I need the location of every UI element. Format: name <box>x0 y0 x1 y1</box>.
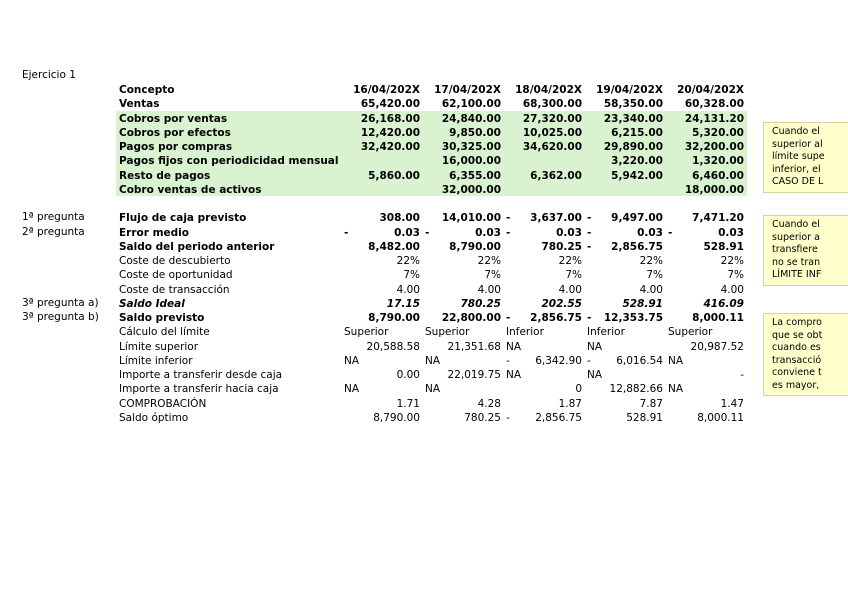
cell-value: 1.71 <box>396 397 420 410</box>
row-concept: Cobro ventas de activos <box>119 183 262 196</box>
value-cell[interactable] <box>344 140 420 154</box>
value-cell[interactable] <box>668 311 744 325</box>
cell-value: 2,856.75 <box>611 240 663 253</box>
note-line: no se tran <box>772 256 821 268</box>
cell-prefix: - <box>668 226 673 239</box>
row-concept: Saldo del periodo anterior <box>119 240 275 253</box>
cell-value: 6,460.00 <box>692 169 744 182</box>
note-line: La compro <box>772 317 822 328</box>
value-cell[interactable] <box>425 140 501 154</box>
value-cell[interactable] <box>587 268 663 282</box>
cell-prefix: - <box>587 312 592 324</box>
cell-prefix: NA <box>587 340 603 353</box>
value-cell[interactable] <box>668 183 744 197</box>
cell-value: 3,220.00 <box>611 155 663 168</box>
value-cell[interactable] <box>668 211 744 225</box>
cell-value: 0.00 <box>396 369 420 381</box>
value-cell[interactable] <box>425 411 501 425</box>
value-cell[interactable] <box>425 226 501 240</box>
row-concept: Error medio <box>119 226 189 239</box>
cell-value: 10,025.00 <box>522 126 582 139</box>
value-cell[interactable] <box>344 397 420 411</box>
value-cell[interactable] <box>425 325 501 339</box>
cell-value: 0 <box>575 383 582 396</box>
row-concept: Flujo de caja previsto <box>119 212 247 225</box>
value-cell[interactable] <box>344 354 420 368</box>
cell-prefix: - <box>587 212 592 225</box>
cell-value: 5,942.00 <box>611 169 663 182</box>
value-cell[interactable] <box>668 340 744 354</box>
row-concept: Pagos por compras <box>119 141 233 153</box>
cell-value: 22,019.75 <box>447 369 501 381</box>
cell-prefix: - <box>587 354 591 367</box>
value-cell[interactable] <box>506 112 582 126</box>
value-cell[interactable] <box>425 154 501 168</box>
value-cell[interactable] <box>425 397 501 411</box>
value-cell[interactable] <box>506 126 582 140</box>
value-cell[interactable] <box>344 226 420 240</box>
comment-note[interactable] <box>763 215 848 286</box>
cell-value: 27,320.00 <box>522 112 582 125</box>
value-cell[interactable] <box>587 169 663 183</box>
value-cell[interactable] <box>587 354 663 368</box>
value-cell[interactable] <box>587 140 663 154</box>
cell-value: 7% <box>484 269 501 282</box>
cell-value: 8,790.00 <box>373 411 420 424</box>
cell-value: 3,637.00 <box>530 212 582 225</box>
cell-value: 6,362.00 <box>530 169 582 182</box>
cell-prefix: Inferior <box>506 326 544 339</box>
value-cell[interactable] <box>668 126 744 140</box>
value-cell[interactable] <box>587 240 663 254</box>
cell-value: 8,000.11 <box>692 312 744 324</box>
cell-prefix: NA <box>506 340 522 353</box>
value-cell[interactable] <box>344 211 420 225</box>
value-cell[interactable] <box>425 382 501 396</box>
value-cell[interactable] <box>506 397 582 411</box>
cell-value: 4.00 <box>477 283 501 296</box>
cell-value: 24,840.00 <box>441 112 501 125</box>
cell-value: 21,351.68 <box>447 340 501 353</box>
cell-prefix: - <box>425 226 430 239</box>
value-cell[interactable] <box>587 283 663 297</box>
sheet-title: Ejercicio 1 <box>22 69 76 81</box>
cell-value: 2,856.75 <box>530 312 582 324</box>
value-cell[interactable] <box>668 354 744 368</box>
value-cell[interactable] <box>506 211 582 225</box>
header-concept: Concepto <box>119 84 175 96</box>
row-concept: Cobros por efectos <box>119 126 231 139</box>
note-line: cuando es <box>772 342 821 353</box>
note-line: Cuando el <box>772 219 820 230</box>
value-cell[interactable] <box>668 325 744 339</box>
value-cell[interactable] <box>506 283 582 297</box>
cell-value: 780.25 <box>464 411 501 424</box>
cell-value: 7,471.20 <box>692 212 744 225</box>
row-concept: Cálculo del límite <box>119 326 210 339</box>
cell-value: 62,100.00 <box>441 98 501 111</box>
value-cell[interactable] <box>668 297 744 311</box>
cell-prefix: Superior <box>425 326 470 339</box>
cell-value: 8,790.00 <box>449 240 501 253</box>
row-concept: Pagos fijos con periodicidad mensual <box>119 155 339 168</box>
cell-value: 0.03 <box>556 226 582 239</box>
cell-value: - <box>740 369 744 381</box>
cell-prefix: - <box>506 411 510 424</box>
cell-value: 68,300.00 <box>522 98 582 111</box>
cell-value: 32,420.00 <box>360 141 420 153</box>
header-date: 18/04/202X <box>515 84 582 96</box>
note-line: CASO DE L <box>772 176 824 187</box>
value-cell[interactable] <box>425 126 501 140</box>
cell-value: 24,131.20 <box>684 112 744 125</box>
cell-value: 12,882.66 <box>609 383 663 396</box>
cell-value: 16,000.00 <box>441 155 501 168</box>
cell-value: 5,320.00 <box>692 126 744 139</box>
cell-value: 1.47 <box>720 397 744 410</box>
cell-prefix: - <box>506 226 511 239</box>
value-cell[interactable] <box>425 169 501 183</box>
cell-value: 58,350.00 <box>603 98 663 111</box>
note-line: transfiere <box>772 244 818 255</box>
value-cell[interactable] <box>668 226 744 240</box>
value-cell[interactable] <box>668 368 744 382</box>
row-concept: Saldo previsto <box>119 312 205 324</box>
value-cell[interactable] <box>668 397 744 411</box>
value-cell[interactable] <box>587 311 663 325</box>
cell-value: 6,355.00 <box>449 169 501 182</box>
comment-note[interactable] <box>763 122 848 193</box>
value-cell[interactable] <box>668 140 744 154</box>
value-cell[interactable] <box>344 297 420 311</box>
note-line: transacció <box>772 354 822 366</box>
cell-value: 26,168.00 <box>360 112 420 125</box>
cell-value: 416.09 <box>703 297 744 310</box>
value-cell[interactable] <box>506 268 582 282</box>
value-cell[interactable] <box>587 411 663 425</box>
cell-value: 22% <box>477 255 501 267</box>
cell-value: 9,850.00 <box>449 126 501 139</box>
cell-value: 780.25 <box>541 240 582 253</box>
cell-value: 22,800.00 <box>441 312 501 324</box>
cell-value: 22% <box>720 255 744 267</box>
cell-value: 202.55 <box>541 297 582 310</box>
row-concept: Límite inferior <box>119 354 193 367</box>
value-cell[interactable] <box>506 297 582 311</box>
cell-value: 4.00 <box>720 283 744 296</box>
value-cell[interactable] <box>587 325 663 339</box>
cell-value: 14,010.00 <box>441 212 501 225</box>
cell-value: 4.28 <box>477 397 501 410</box>
cell-prefix: - <box>344 226 349 239</box>
row-concept: Importe a transferir desde caja <box>119 369 283 381</box>
cell-value: 6,016.54 <box>616 354 663 367</box>
value-cell[interactable] <box>425 354 501 368</box>
cell-value: 34,620.00 <box>522 141 582 153</box>
header-date: 19/04/202X <box>596 84 663 96</box>
note-line: LÍMITE INF <box>772 269 822 280</box>
value-cell[interactable] <box>668 112 744 126</box>
value-cell[interactable] <box>587 97 663 111</box>
value-cell[interactable] <box>425 183 501 197</box>
value-cell[interactable] <box>425 268 501 282</box>
value-cell[interactable] <box>587 154 663 168</box>
value-cell[interactable] <box>425 97 501 111</box>
value-cell[interactable] <box>668 97 744 111</box>
cell-value: 65,420.00 <box>360 98 420 111</box>
cell-value: 32,200.00 <box>684 141 744 153</box>
value-cell[interactable] <box>506 411 582 425</box>
cell-value: 7% <box>403 269 420 282</box>
row-concept: Límite superior <box>119 340 199 353</box>
cell-value: 8,000.11 <box>697 411 744 424</box>
value-cell[interactable] <box>506 254 582 268</box>
cell-value: 6,215.00 <box>611 126 663 139</box>
value-cell[interactable] <box>506 240 582 254</box>
cell-prefix: - <box>506 312 511 324</box>
value-cell[interactable] <box>344 240 420 254</box>
value-cell[interactable] <box>668 382 744 396</box>
cell-prefix: NA <box>506 369 522 381</box>
value-cell[interactable] <box>506 340 582 354</box>
value-cell[interactable] <box>506 169 582 183</box>
value-cell[interactable] <box>668 268 744 282</box>
note-line: que se obt <box>772 329 823 341</box>
value-cell[interactable] <box>344 126 420 140</box>
row-concept: Coste de oportunidad <box>119 269 233 282</box>
note-line: superior a <box>772 231 820 243</box>
row-concept: Coste de descubierto <box>119 255 231 267</box>
cell-value: 23,340.00 <box>603 112 663 125</box>
value-cell[interactable] <box>425 297 501 311</box>
cell-value: 528.91 <box>622 297 663 310</box>
row-concept: Saldo óptimo <box>119 411 189 424</box>
cell-prefix: NA <box>344 354 360 367</box>
header-date: 20/04/202X <box>677 84 744 96</box>
cell-value: 29,890.00 <box>603 141 663 153</box>
cell-value: 8,790.00 <box>368 312 420 324</box>
cell-value: 4.00 <box>558 283 582 296</box>
value-cell[interactable] <box>587 226 663 240</box>
note-line: límite supe <box>772 151 825 162</box>
question-label: 1ª pregunta <box>22 211 85 224</box>
value-cell[interactable] <box>344 311 420 325</box>
row-concept: Ventas <box>119 98 160 111</box>
row-concept: Importe a transferir hacia caja <box>119 383 279 396</box>
cell-value: 8,482.00 <box>368 240 420 253</box>
value-cell[interactable] <box>425 211 501 225</box>
cell-prefix: - <box>587 226 592 239</box>
question-label: 2ª pregunta <box>22 225 85 238</box>
cell-value: 780.25 <box>460 297 501 310</box>
cell-prefix: NA <box>425 383 441 396</box>
value-cell[interactable] <box>425 112 501 126</box>
cell-value: 30,325.00 <box>441 141 501 153</box>
value-cell[interactable] <box>668 254 744 268</box>
note-line: conviene t <box>772 367 822 378</box>
value-cell[interactable] <box>506 311 582 325</box>
cell-value: 528.91 <box>626 411 663 424</box>
value-cell[interactable] <box>506 354 582 368</box>
value-cell[interactable] <box>344 368 420 382</box>
value-cell[interactable] <box>425 254 501 268</box>
cell-value: 22% <box>396 255 420 267</box>
row-concept: Saldo Ideal <box>119 297 185 310</box>
value-cell[interactable] <box>587 254 663 268</box>
value-cell[interactable] <box>425 311 501 325</box>
cell-prefix: - <box>506 354 510 367</box>
cell-value: 12,353.75 <box>603 312 663 324</box>
cell-value: 32,000.00 <box>441 183 501 196</box>
note-line: inferior, el <box>772 163 821 175</box>
value-cell[interactable] <box>506 140 582 154</box>
note-line: es mayor, <box>772 379 820 391</box>
value-cell[interactable] <box>425 240 501 254</box>
cell-value: 0.03 <box>394 226 420 239</box>
value-cell[interactable] <box>668 169 744 183</box>
cell-value: 528.91 <box>703 240 744 253</box>
value-cell[interactable] <box>668 240 744 254</box>
value-cell[interactable] <box>668 154 744 168</box>
value-cell[interactable] <box>344 268 420 282</box>
cell-prefix: NA <box>668 383 684 396</box>
header-date: 16/04/202X <box>353 84 420 96</box>
value-cell[interactable] <box>506 382 582 396</box>
value-cell[interactable] <box>344 283 420 297</box>
row-concept: Coste de transacción <box>119 283 230 296</box>
question-label: 3ª pregunta b) <box>22 311 99 323</box>
cell-value: 22% <box>639 255 663 267</box>
value-cell[interactable] <box>506 325 582 339</box>
cell-value: 17.15 <box>386 297 420 310</box>
value-cell[interactable] <box>668 283 744 297</box>
cell-value: 0.03 <box>637 226 663 239</box>
row-concept: Cobros por ventas <box>119 112 228 125</box>
cell-value: 7.87 <box>639 397 663 410</box>
value-cell[interactable] <box>587 397 663 411</box>
value-cell[interactable] <box>587 368 663 382</box>
value-cell[interactable] <box>344 254 420 268</box>
value-cell[interactable] <box>344 325 420 339</box>
cell-value: 308.00 <box>379 212 420 225</box>
cell-value: 7% <box>565 269 582 282</box>
value-cell[interactable] <box>344 169 420 183</box>
value-cell[interactable] <box>587 382 663 396</box>
cell-value: 0.03 <box>475 226 501 239</box>
value-cell[interactable] <box>506 226 582 240</box>
cell-prefix: Superior <box>668 326 713 339</box>
header-date: 17/04/202X <box>434 84 501 96</box>
cell-prefix: NA <box>344 383 360 396</box>
row-concept: COMPROBACIÓN <box>119 397 207 410</box>
value-cell[interactable] <box>587 211 663 225</box>
cell-prefix: - <box>587 240 592 253</box>
cell-value: 4.00 <box>396 283 420 296</box>
cell-value: 5,860.00 <box>368 169 420 182</box>
value-cell[interactable] <box>587 126 663 140</box>
cell-value: 1.87 <box>558 397 582 410</box>
cell-value: 1,320.00 <box>692 155 744 168</box>
cell-prefix: Inferior <box>587 326 625 339</box>
row-concept: Resto de pagos <box>119 169 211 182</box>
value-cell[interactable] <box>344 97 420 111</box>
note-line: Cuando el <box>772 126 820 137</box>
value-cell[interactable] <box>344 411 420 425</box>
value-cell[interactable] <box>587 297 663 311</box>
cell-value: 9,497.00 <box>611 212 663 225</box>
note-line: superior al <box>772 138 823 150</box>
value-cell[interactable] <box>506 97 582 111</box>
value-cell[interactable] <box>344 382 420 396</box>
value-cell[interactable] <box>587 340 663 354</box>
value-cell[interactable] <box>668 411 744 425</box>
cell-prefix: Superior <box>344 326 389 339</box>
cell-value: 60,328.00 <box>684 98 744 111</box>
cell-value: 2,856.75 <box>535 411 582 424</box>
value-cell[interactable] <box>344 112 420 126</box>
cell-value: 7% <box>727 269 744 282</box>
cell-prefix: NA <box>668 354 684 367</box>
value-cell[interactable] <box>344 340 420 354</box>
cell-prefix: NA <box>587 369 603 381</box>
value-cell[interactable] <box>425 340 501 354</box>
cell-value: 4.00 <box>639 283 663 296</box>
value-cell[interactable] <box>587 112 663 126</box>
cell-value: 7% <box>646 269 663 282</box>
question-label: 3ª pregunta a) <box>22 296 99 309</box>
comment-note[interactable] <box>763 313 848 396</box>
cell-value: 0.03 <box>718 226 744 239</box>
cell-prefix: - <box>506 212 511 225</box>
cell-value: 6,342.90 <box>535 354 582 367</box>
value-cell[interactable] <box>506 368 582 382</box>
cell-value: 12,420.00 <box>360 126 420 139</box>
cell-value: 18,000.00 <box>684 183 744 196</box>
cell-value: 20,987.52 <box>690 340 744 353</box>
value-cell[interactable] <box>425 283 501 297</box>
cell-value: 20,588.58 <box>366 340 420 353</box>
value-cell[interactable] <box>425 368 501 382</box>
cell-prefix: NA <box>425 354 441 367</box>
cell-value: 22% <box>558 255 582 267</box>
